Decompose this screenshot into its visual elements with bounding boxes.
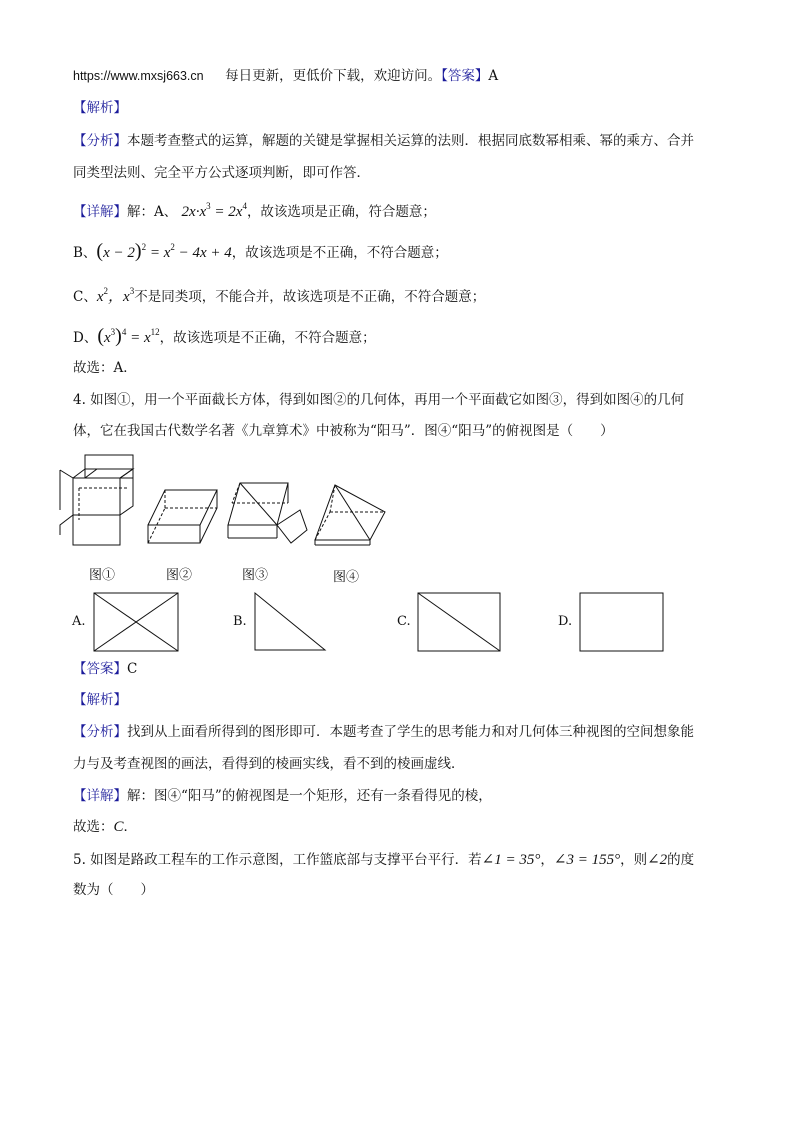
- q4-xiangjie-tag: 【详解】: [73, 788, 127, 804]
- q3-jiexi-heading: 【解析】: [73, 100, 127, 116]
- option-b-figure: [255, 593, 325, 650]
- q4-fenxi-line2: 力与及考查视图的画法，看得到的棱画实线，看不到的棱画虚线．: [73, 756, 465, 772]
- q3-d-prefix: D、: [73, 330, 98, 346]
- q3-xiangjie-tag: 【详解】: [73, 204, 127, 220]
- site-slogan: 每日更新，更低价下载，欢迎访问。: [225, 68, 442, 84]
- q3-a-suffix: ，故该选项是正确，符合题意；: [246, 204, 436, 220]
- site-url[interactable]: https://www.mxsj663.cn: [73, 69, 204, 83]
- q5-angle2: ∠2: [647, 852, 668, 868]
- option-b-label[interactable]: B.: [233, 614, 247, 629]
- q4-stem-line2: 体，它在我国古代数学名著《九章算术》中被称为“阳马”．图④“阳马”的俯视图是（ ）: [73, 423, 614, 439]
- q4-xiangjie-text: 解：图④“阳马”的俯视图是一个矩形，还有一条看得见的棱，: [127, 788, 492, 804]
- figure-1-cuboid: [60, 455, 133, 545]
- answer-tag: 【答案】: [441, 68, 489, 84]
- q4-answer-line: [73, 659, 137, 679]
- option-d-label[interactable]: D.: [558, 614, 573, 629]
- q5-stem-line2: 数为（ ）: [73, 882, 154, 898]
- answer-value: A: [488, 68, 499, 84]
- q4-choice-letter: C: [113, 819, 124, 835]
- q3-formula-b: $(x - 2)^2 = x^2 - 4x + 4$: [96, 240, 232, 262]
- q3-fenxi-line2: 同类型法则、完全平方公式逐项判断，即可作答．: [73, 165, 370, 181]
- option-c-figure: [418, 593, 500, 651]
- q4-fenxi-text1: 找到从上面看所得到的图形即可．本题考查了学生的思考能力和对几何体三种视图的空间想象能: [127, 724, 694, 740]
- fig-label-3: 图③: [242, 568, 269, 583]
- q5-stem-text-a: 5. 如图是路政工程车的工作示意图，工作篮底部与支撑平台平行．若: [73, 852, 482, 868]
- q3-formula-d: $(x^3)^4 = x^{12}$: [97, 325, 160, 347]
- q5-angle3: ∠3 = 155°: [553, 852, 621, 868]
- q4-choice-suffix: ．: [123, 819, 138, 835]
- q3-formula-a: $2x\cdot x^3 = 2x^4$: [181, 201, 247, 220]
- q4-xiangjie-line: [73, 786, 492, 806]
- q4-stem-line1: 4. 如图①，用一个平面截长方体，得到如图②的几何体，再用一个平面截它如图③，得到如图④的几何: [73, 392, 685, 408]
- q5-stem-text-b: ，则: [620, 852, 648, 868]
- q3-a-prefix: 解：A、: [127, 204, 178, 220]
- q3-fenxi-tag: 【分析】: [73, 133, 127, 149]
- q4-answer-tag: 【答案】: [73, 661, 127, 677]
- figure-2-prism: [148, 490, 217, 543]
- q5-stem-text-c: 的度: [667, 852, 695, 868]
- q3-c-suffix: 不是同类项，不能合并，故该选项是不正确，不符合题意；: [134, 289, 486, 305]
- q4-jiexi-heading: 【解析】: [73, 692, 127, 708]
- figure-3-sliced-prism: [228, 483, 307, 543]
- fig-label-2: 图②: [166, 568, 193, 583]
- q4-choice-line: [73, 817, 137, 837]
- q4-fenxi-tag: 【分析】: [73, 724, 127, 740]
- q3-formula-c: $x^2$，$x^3$: [96, 286, 135, 305]
- q5-angle1: ∠1 = 35°: [481, 852, 541, 868]
- q3-fenxi-text1: 本题考查整式的运算，解题的关键是掌握相关运算的法则．根据同底数幂相乘、幂的乘方、合并: [127, 133, 694, 149]
- q3-d-suffix: ，故该选项是不正确，不符合题意；: [159, 330, 376, 346]
- option-d-figure: [580, 593, 663, 651]
- option-a-figure: [94, 593, 178, 651]
- q4-fenxi-line1: [73, 722, 694, 742]
- q3-b-suffix: ，故该选项是不正确，不符合题意；: [231, 245, 448, 261]
- q3-choice: 故选：A．: [73, 360, 137, 376]
- figure-4-yangma: [315, 485, 385, 545]
- fig-label-1: 图①: [89, 568, 116, 583]
- fig-label-4: 图④: [333, 570, 360, 585]
- q4-answer-value: C: [127, 661, 138, 677]
- q5-stem-line1: [73, 850, 694, 870]
- q5-sep: ，: [540, 852, 554, 868]
- q4-choice-prefix: 故选：: [73, 819, 114, 835]
- option-c-label[interactable]: C.: [397, 614, 411, 629]
- option-a-label[interactable]: A.: [72, 614, 86, 629]
- q3-c-prefix: C、: [73, 289, 97, 305]
- q3-b-prefix: B、: [73, 245, 97, 261]
